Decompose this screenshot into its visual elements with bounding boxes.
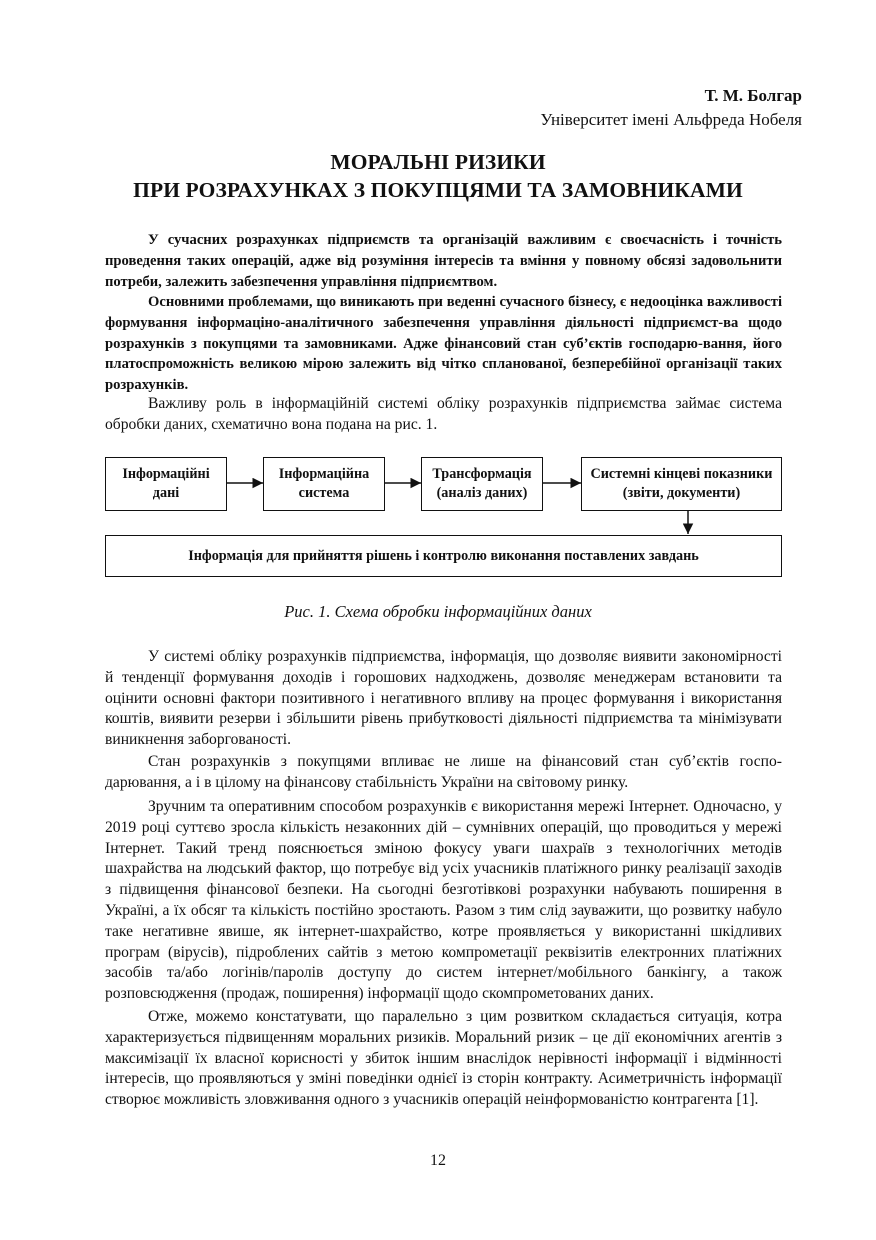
diagram-box-information-data (105, 457, 227, 511)
box-text-line: (аналіз даних) (436, 485, 528, 501)
diagram-box-transformation (421, 457, 543, 511)
box-text-line: (звіти, документи) (622, 485, 741, 501)
title-line-1: МОРАЛЬНІ РИЗИКИ (330, 150, 546, 174)
page-number: 12 (430, 1152, 446, 1169)
box-text-line: дані (152, 485, 180, 501)
body-paragraph-2: Стан розрахунків з покупцями впливає не лише на фінансовий стан суб’єктів госпо-дарювання, а і в цілому на фінансову стабільність України на світовому ринку. (105, 753, 782, 791)
body-paragraph-4: Отже, можемо констатувати, що паралельно з цим розвитком складається ситуація, котра характеризується підвищенням моральних ризиків. Моральний ризик – це дії економічних агентів з максимізації їх власної корисності у збиток іншим внаслідок нерівності інформації і відмінності інтересів, що проявляються у зміні поведінки однієї із сторін контракту. Асиметричність інформації створює можливість зловживання одного з учасників операцій неінформованістю контрагента [1]. (105, 1008, 782, 1109)
box-text-line: Інформація для прийняття рішень і контролю виконання поставлених завдань (188, 547, 699, 564)
box-text-line: Трансформація (432, 466, 532, 482)
author-name: Т. М. Болгар (704, 86, 802, 105)
abstract-paragraph-2: Основними проблемами, що виникають при веденні сучасного бізнесу, є недооцінка важливості формування інформаціно-аналітичного забезпечення управління діяльності підприємст-ва щодо розрахунків з покупцями та замовниками. Адже фінансовий стан суб’єктів господарю-вання, його платоспроможність великою мірою залежить від чітко спланованої, безперебійної організації таких розрахунків. (105, 294, 782, 394)
diagram-box-decision-information (105, 535, 782, 577)
body-paragraph-3: Зручним та оперативним способом розрахунків є використання мережі Інтернет. Одночасно, у 2019 році суттєво зросла кількість незаконних дій – сумнівних операцій, що проводиться у мережі Інтернет. Такий тренд пояснюється зміною фокусу уваги шахраїв з технологічних методів шахрайства на людський фактор, що потребує від усіх учасників платіжного ринку реалізації заходів з підвищення фінансової безпеки. На сьогодні безготівкові розрахунки набувають поширення в Україні, а їх обсяг та кількість постійно зростають. Разом з тим слід зауважити, що розвитку набуло таке негативне явише, як інтернет-шахрайство, котре проявляється у використанні шкідливих програм (вірусів), підроблених сайтів з метою компрометації реквізитів електронних платіжних засобів та/або логінів/паролів доступу до систем інтернет/мобільного банкінгу, а також розповсюдження (продаж, поширення) інформації щодо скомпрометованих даних. (105, 798, 782, 1003)
article-title (0, 148, 876, 204)
diagram-box-system-indicators (581, 457, 782, 511)
box-text-line: Інформаційна (278, 466, 370, 482)
box-text-line: Системні кінцеві показники (590, 466, 773, 482)
body-paragraph-1: У системі обліку розрахунків підприємства, інформація, що дозволяє виявити закономірності й тенденції формування доходів і горошових надходжень, дозволяє менеджерам встановити та оцінити основні фактори позитивного і негативного впливу на процес формування і використання коштів, виявити резерви і збільшити рівень прибутковості діяльності підприємства та мінімізувати виникнення заборгованості. (105, 648, 782, 749)
figure-caption: Рис. 1. Схема обробки інформаційних даних (284, 602, 592, 621)
author-block (540, 84, 802, 132)
box-text-line: система (298, 485, 350, 501)
title-line-2: ПРИ РОЗРАХУНКАХ З ПОКУПЦЯМИ ТА ЗАМОВНИКАМИ (133, 178, 743, 202)
diagram-box-information-system (263, 457, 385, 511)
author-affiliation: Університет імені Альфреда Нобеля (540, 110, 802, 129)
box-text-line: Інформаційні (122, 466, 210, 482)
abstract-paragraph-1: У сучасних розрахунках підприємств та організацій важливим є своєчасність і точність проведення таких операцій, адже від розуміння інтересів та вміння у повному обсязі задовольнити потреби, залежить забезпечення управління підприємтвом. (105, 232, 782, 290)
intro-paragraph: Важливу роль в інформаційній системі обліку розрахунків підприємства займає система обробки даних, схематично вона подана на рис. 1. (105, 395, 782, 433)
